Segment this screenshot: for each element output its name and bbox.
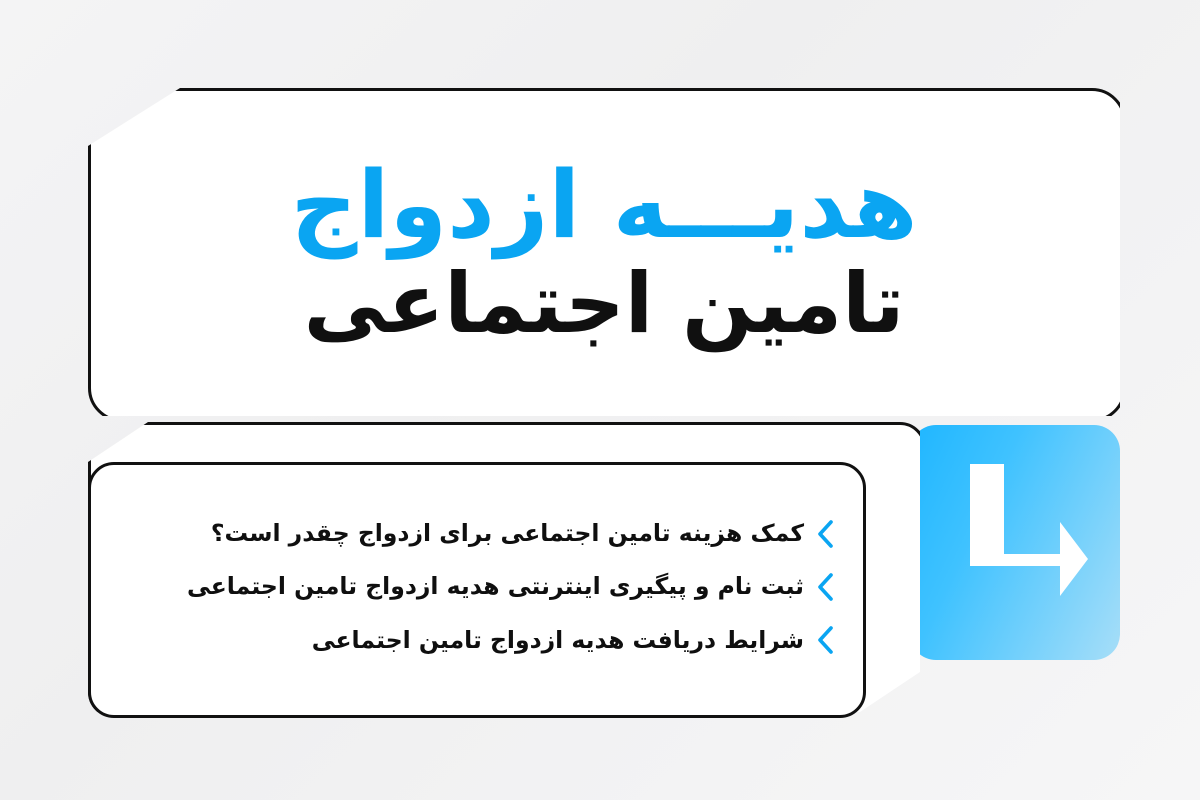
chevron-left-icon	[816, 626, 834, 654]
chevron-left-icon	[816, 520, 834, 548]
chevron-left-icon	[816, 573, 834, 601]
list-item-label: ثبت نام و پیگیری اینترنتی هدیه ازدواج تامین اجتماعی	[186, 572, 804, 601]
topic-list	[88, 462, 860, 712]
page-title-secondary: تامین اجتماعی	[303, 255, 905, 353]
list-item[interactable]	[118, 516, 834, 551]
list-item-label: شرایط دریافت هدیه ازدواج تامین اجتماعی	[311, 625, 804, 654]
list-item[interactable]	[118, 569, 834, 604]
page-title-primary: هدیـــه ازدواج	[290, 150, 918, 259]
arrow-turn-down-right-icon	[960, 462, 1090, 597]
title-card-content	[88, 88, 1120, 416]
list-item[interactable]	[118, 623, 834, 658]
list-item-label: کمک هزینه تامین اجتماعی برای ازدواج چقدر است؟	[210, 519, 804, 548]
